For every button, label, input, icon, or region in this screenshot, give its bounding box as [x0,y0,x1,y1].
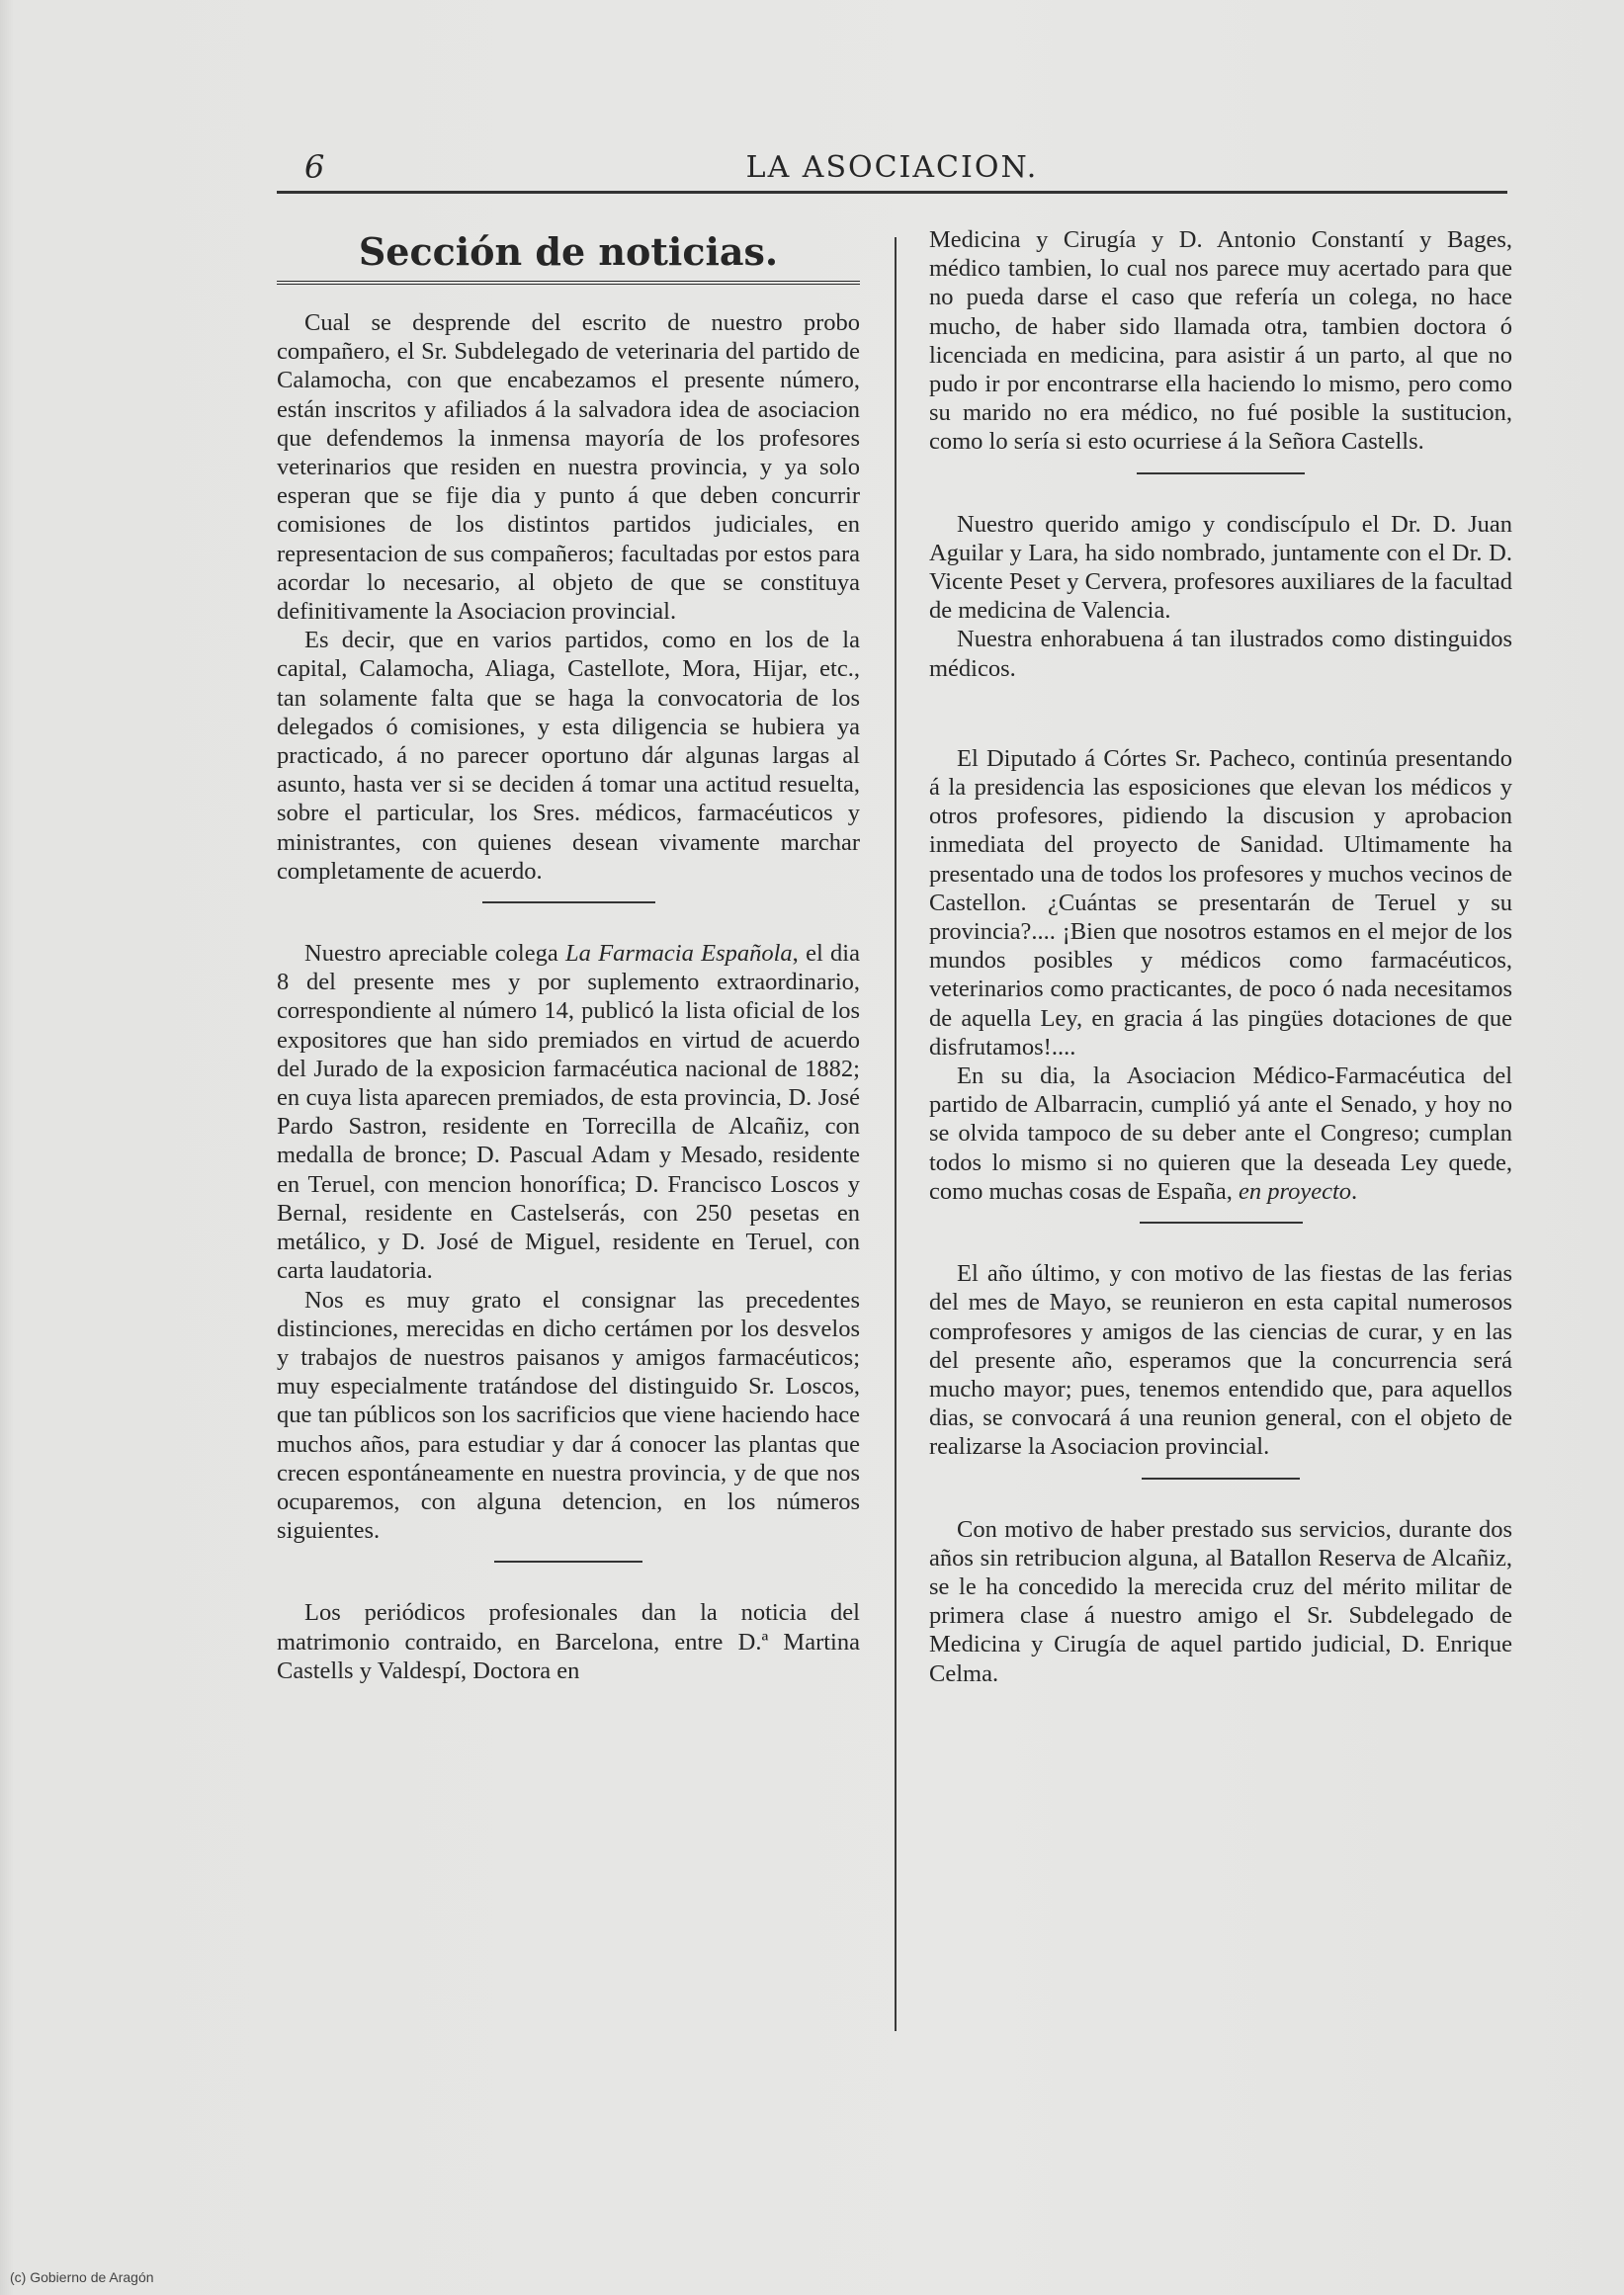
running-title: LA ASOCIACION. [745,150,1039,185]
news-paragraph: Nuestra enhorabuena á tan ilustrados como distinguidos médicos. [929,626,1512,682]
copyright-watermark: (c) Gobierno de Aragón [10,2269,154,2285]
separator-rule [1137,472,1305,474]
right-column [929,225,1512,1688]
news-paragraph: Es decir, que en varios partidos, como en los de la capital, Calamocha, Aliaga, Castellote, Mora, Hijar, etc., tan solamente falta que se haga la convocatoria de los delegados ó comisiones, y esta diligencia se hubiera ya practicado, á no parecer oportuno dár algunas largas al asunto, hasta ver si se deciden á tomar una actitud resuelta, sobre el particular, los Sres. médicos, farmacéuticos y ministrantes, con quienes desean vivamente marchar completamente de acuerdo. [277,627,860,885]
header-rule [277,191,1507,194]
page-number: 6 [304,148,325,186]
news-paragraph [929,1062,1512,1206]
separator-rule [1142,1478,1300,1480]
news-paragraph: Nos es muy grato el consignar las precedentes distinciones, merecidas en dicho certámen por los desvelos y trabajos de nuestros paisanos y amigos farmacéuticos; muy especialmente tratándose del distinguido Sr. Loscos, que tan públicos son los sacrificios que viene haciendo hace muchos años, para estudiar y dar á conocer las plantas que crecen espontáneamente en nuestra provincia, y de que nos ocuparemos, con alguna detencion, en los números siguientes. [277,1286,860,1545]
left-column [277,225,860,1685]
news-text: . [1351,1177,1358,1205]
news-paragraph: Medicina y Cirugía y D. Antonio Constantí y Bages, médico tambien, lo cual nos parece muy acertado para que no pueda darse el caso que refería un colega, no hace mucho, de haber sido llamada otra, tambien doctora ó licenciada en medicina, para asistir á un parto, al que no pudo ir por encontrarse ella haciendo lo mismo, pero como su marido no era médico, no fué posible la sustitucion, como lo sería si esto ocurriese á la Señora Castells. [929,226,1512,456]
news-paragraph: Los periódicos profesionales dan la noticia del matrimonio contraido, en Barcelona, entre D.ª Martina Castells y Valdespí, Doctora en [277,1599,860,1684]
news-paragraph: El año último, y con motivo de las fiestas de las ferias del mes de Mayo, se reunieron en esta capital numerosos comprofesores y amigos de las ciencias de curar, y en las del presente año, esperamos que la concurrencia será mucho mayor; pues, tenemos entendido que, para aquellos dias, se convocará á una reunion general, con el objeto de realizarse la Asociacion provincial. [929,1260,1512,1461]
news-paragraph: Con motivo de haber prestado sus servicios, durante dos años sin retribucion alguna, al Batallon Reserva de Alcañiz, se le ha concedido la merecida cruz del mérito militar de primera clase á nuestro amigo el Sr. Subdelegado de Medicina y Cirugía de aquel partido judicial, D. Enrique Celma. [929,1515,1512,1687]
page-header [277,148,1507,192]
news-text: , el dia 8 del presente mes y por suplemento extraordinario, correspondiente al número 14, publicó la lista oficial de los expositores que han sido premiados en virtud de acuerdo del Jurado de la exposicion farmacéutica nacional de 1882; en cuya lista aparecen premiados, de esta provincia, D. José Pardo Sastron, residente en Torrecilla de Alcañiz, con medalla de bronce; D. Pascual Adam y Mesado, residente en Teruel, con mencion honorífica; D. Francisco Loscos y Bernal, residente en Castelserás, con 250 pesetas en metálico, y D. José de Miguel, residente en Teruel, con carta laudatoria. [277,940,860,1285]
separator-rule [1140,1222,1303,1224]
spacer [929,683,1512,744]
emphasis-text: en proyecto [1238,1177,1352,1205]
news-paragraph: Cual se desprende del escrito de nuestro probo compañero, el Sr. Subdelegado de veterinaria del partido de Calamocha, con que encabezamos el presente número, están inscritos y afiliados á la salvadora idea de asociacion que defendemos la inmensa mayoría de los profesores veterinarios que residen en nuestra provincia, y ya solo esperan que se fije dia y punto á que deben concurrir comisiones de los distintos partidos judiciales, en representacion de sus compañeros; facultadas por estos para acordar lo necesario, al objeto de que se constituya definitivamente la Asociacion provincial. [277,309,860,626]
separator-rule [482,901,655,903]
news-paragraph: El Diputado á Córtes Sr. Pacheco, continúa presentando á la presidencia las esposiciones que elevan los médicos y otros profesores, pidiendo la discusion y aprobacion inmediata del proyecto de Sanidad. Ultimamente ha presentado una de todos los profesores y muchos vecinos de Castellon. ¿Cuántas se presentarán de Teruel y su provincia?.... ¡Bien que nosotros estamos en el mejor de los mundos posibles y médicos como farmacéuticos, veterinarios como practicantes, de poco ó nada necesitamos de aquella Ley, en gracia á las pingües dotaciones de que disfrutamos!.... [929,744,1512,1061]
news-paragraph [277,939,860,1285]
journal-name: La Farmacia Española [565,940,793,968]
news-text: En su dia, la Asociacion Médico-Farmacéutica del partido de Albarracin, cumplió yá ante el Senado, y hoy no se olvida tampoco de su deber ante el Congreso; cumplan todos lo mismo si no quieren que la deseada Ley quede, como muchas cosas de España, [929,1062,1512,1205]
separator-rule [494,1561,642,1563]
news-paragraph: Nuestro querido amigo y condiscípulo el Dr. D. Juan Aguilar y Lara, ha sido nombrado, juntamente con el Dr. D. Vicente Peset y Cervera, profesores auxiliares de la facultad de medicina de Valencia. [929,510,1512,625]
column-divider [895,237,897,2031]
section-title: Sección de noticias. [277,229,860,285]
news-text: Nuestro apreciable colega [304,940,558,968]
section-title-block [277,225,860,308]
